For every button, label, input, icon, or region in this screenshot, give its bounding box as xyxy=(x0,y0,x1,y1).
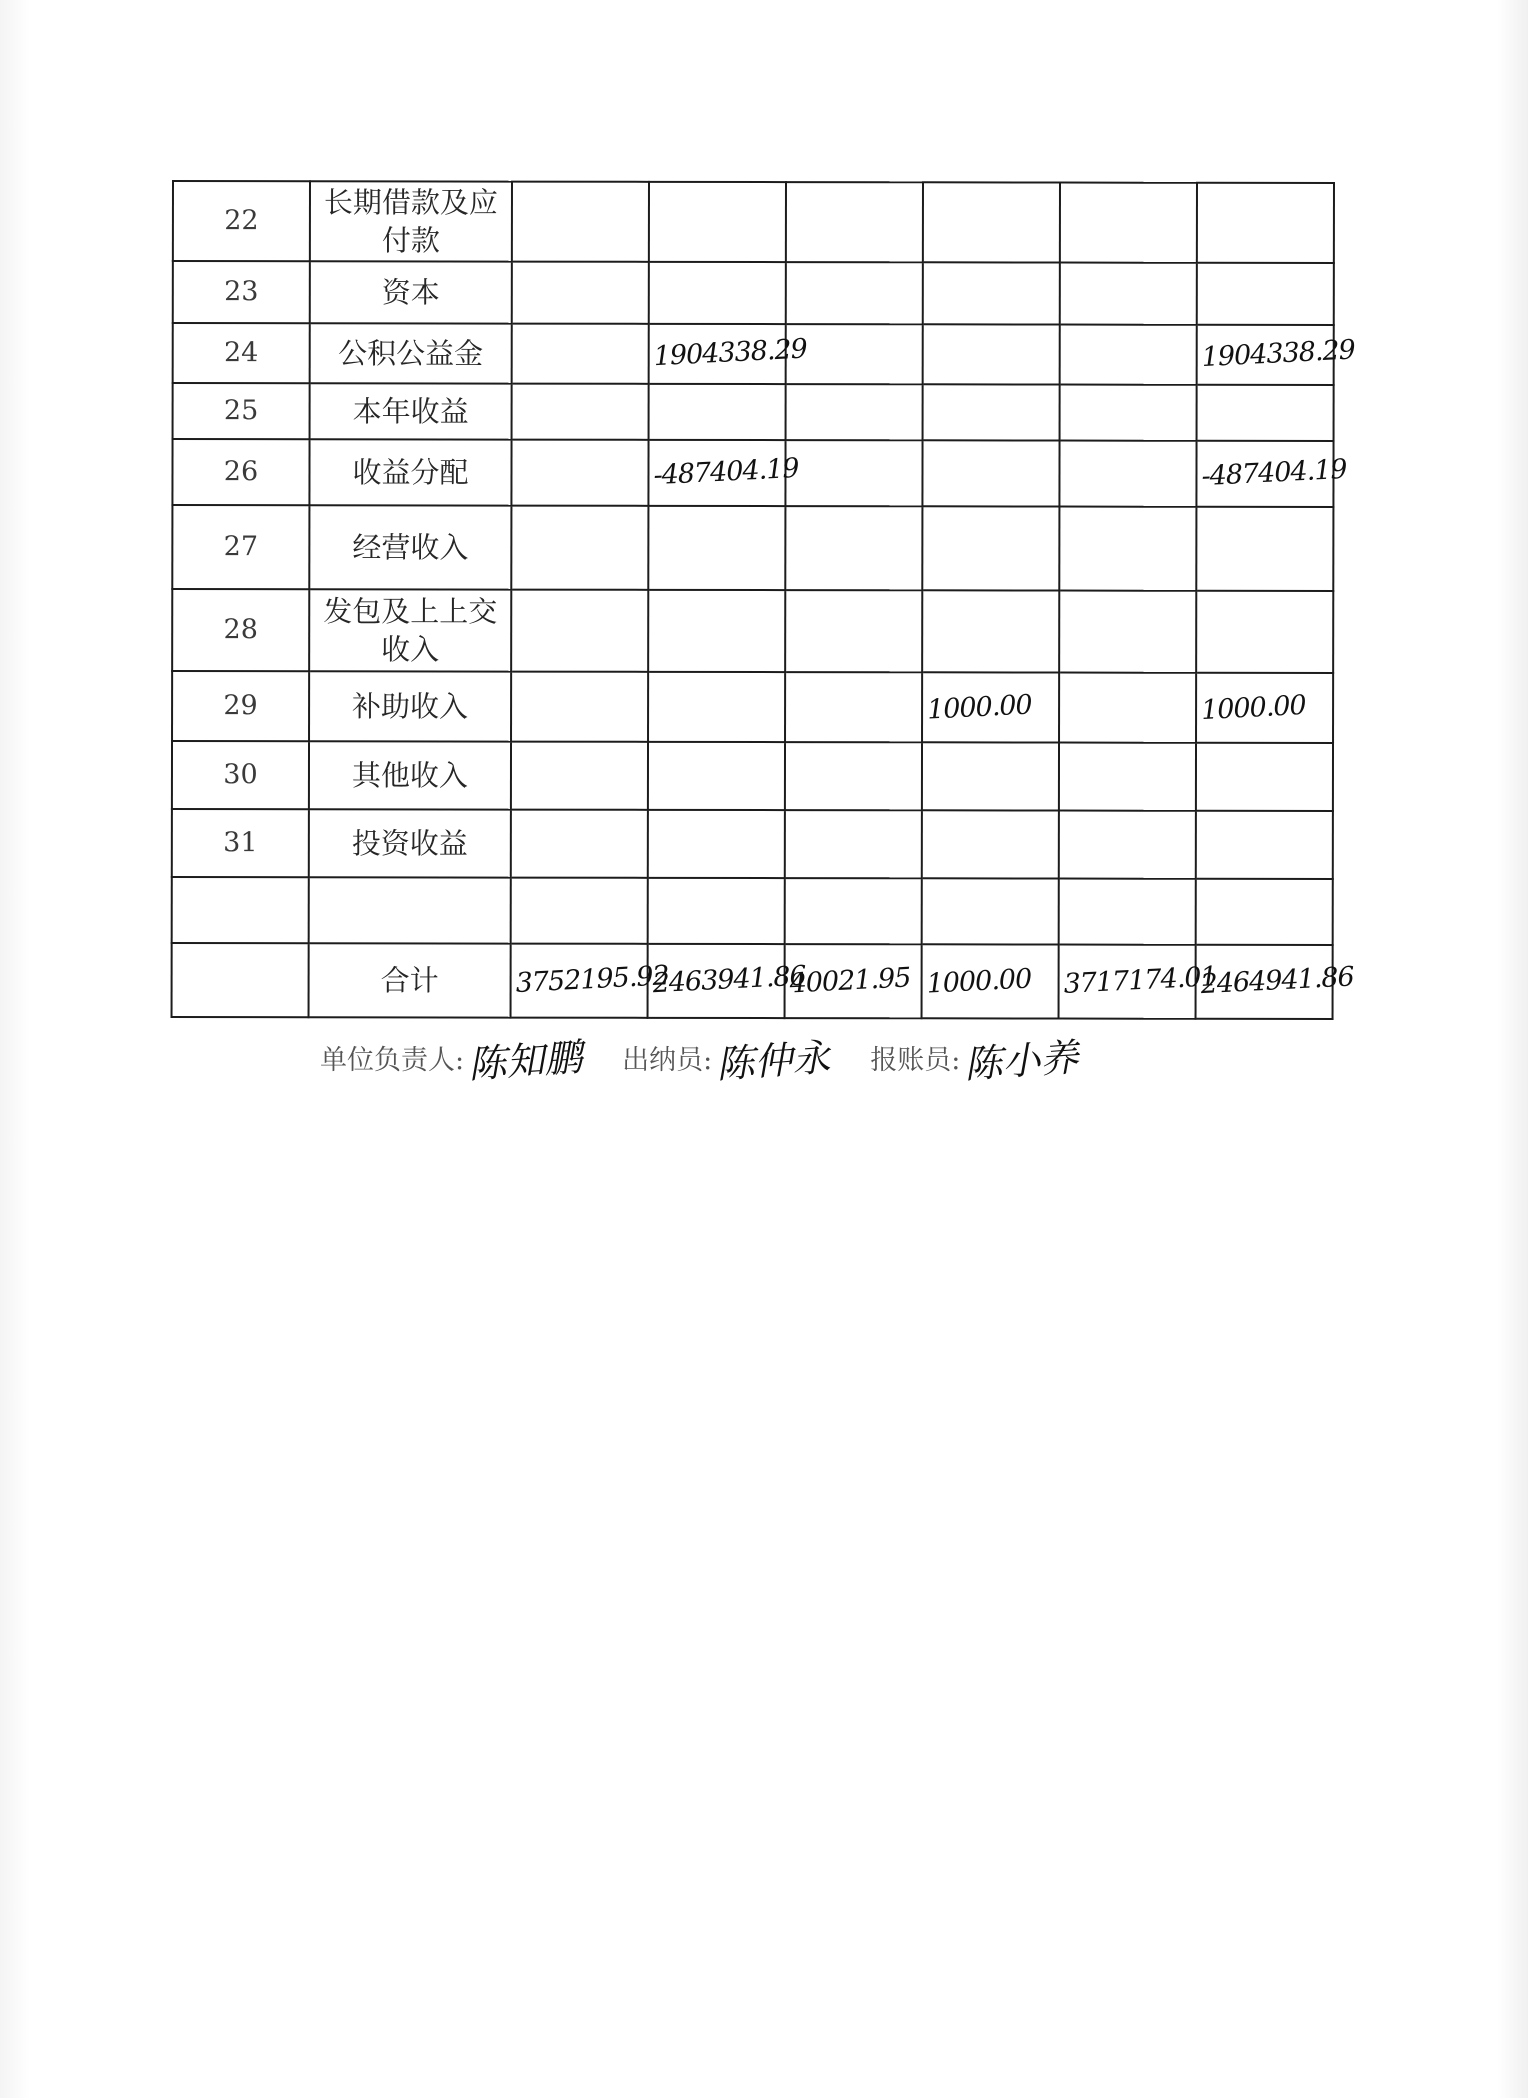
row-number: 24 xyxy=(173,323,310,383)
handwritten-amount xyxy=(790,908,919,915)
amount-cell xyxy=(1196,811,1333,879)
amount-cell xyxy=(1197,183,1334,263)
amount-cell xyxy=(1196,743,1333,811)
amount-cell xyxy=(649,324,808,384)
amount-cell xyxy=(922,878,1059,944)
amount-cell xyxy=(922,506,1059,590)
cashier-signature: 陈仲永 xyxy=(715,1035,832,1087)
handwritten-amount xyxy=(1202,291,1331,298)
amount-cell xyxy=(785,506,922,590)
handwritten-amount xyxy=(1201,629,1330,636)
handwritten-amount xyxy=(1201,774,1330,781)
handwritten-total: 3752195.92 xyxy=(514,960,670,999)
amount-cell xyxy=(649,182,786,262)
row-number: 29 xyxy=(172,671,309,741)
row-item-name: 经营收入 xyxy=(309,505,511,589)
handwritten-amount xyxy=(928,219,1057,226)
handwritten-amount xyxy=(1064,908,1193,915)
table-row xyxy=(172,505,1333,591)
ledger-table xyxy=(171,180,1356,1020)
amount-cell xyxy=(785,878,922,944)
amount-cell xyxy=(923,262,1060,324)
handwritten-amount xyxy=(653,773,782,780)
amount-cell xyxy=(1059,811,1196,879)
handwritten-amount xyxy=(1065,219,1194,226)
table-row xyxy=(172,809,1333,879)
row-number: 25 xyxy=(173,383,310,439)
amount-cell xyxy=(512,324,649,384)
amount-cell xyxy=(1059,879,1196,945)
amount-cell xyxy=(512,182,649,262)
handwritten-amount xyxy=(928,351,1057,358)
row-number: 23 xyxy=(173,261,310,323)
handwritten-total: 3717174.01 xyxy=(1062,961,1218,1000)
handwritten-amount xyxy=(653,908,782,915)
handwritten-amount xyxy=(1064,628,1193,635)
amount-cell xyxy=(923,384,1060,440)
amount-cell xyxy=(648,672,785,742)
handwritten-amount xyxy=(517,350,646,357)
amount-cell xyxy=(1059,743,1196,811)
handwritten-amount xyxy=(1064,545,1193,552)
handwritten-amount: 1904338.29 xyxy=(1200,334,1356,374)
handwritten-amount xyxy=(790,545,919,552)
amount-cell xyxy=(1196,441,1348,507)
handwritten-amount xyxy=(1202,220,1331,227)
amount-cell xyxy=(1059,507,1196,591)
handwritten-total: 2464941.86 xyxy=(1199,961,1355,1001)
handwritten-amount xyxy=(1065,351,1194,358)
amount-cell xyxy=(785,742,922,810)
handwritten-amount xyxy=(791,219,920,226)
amount-cell xyxy=(786,262,923,324)
amount-cell xyxy=(1059,591,1196,673)
amount-cell xyxy=(1197,325,1356,385)
amount-cell xyxy=(922,810,1059,878)
handwritten-amount xyxy=(790,841,919,848)
handwritten-amount: 1000.00 xyxy=(926,689,1033,726)
handwritten-amount: -487404.19 xyxy=(1200,453,1348,493)
row-item-name: 补助收入 xyxy=(309,671,511,741)
total-amount-cell xyxy=(785,944,922,1018)
handwritten-amount xyxy=(653,704,782,711)
row-item-name: 其他收入 xyxy=(309,741,511,809)
table-row xyxy=(172,439,1333,507)
amount-cell xyxy=(1059,441,1196,507)
row-item-name: 资本 xyxy=(310,261,512,323)
amount-cell xyxy=(649,262,786,324)
handwritten-amount: -487404.19 xyxy=(652,452,800,492)
amount-cell xyxy=(511,878,648,944)
table-row xyxy=(172,741,1333,811)
handwritten-amount xyxy=(928,409,1057,416)
unit-head-label: 单位负责人: xyxy=(320,1045,465,1076)
row-number xyxy=(172,877,309,943)
handwritten-amount xyxy=(928,290,1057,297)
handwritten-total: 2463941.86 xyxy=(651,960,807,1000)
amount-cell xyxy=(648,810,785,878)
handwritten-amount xyxy=(517,408,646,415)
cashier-label: 出纳员: xyxy=(622,1045,713,1076)
amount-cell xyxy=(512,262,649,324)
amount-cell xyxy=(785,440,922,506)
total-row-number xyxy=(172,943,309,1017)
handwritten-amount xyxy=(654,409,783,416)
amount-cell xyxy=(923,324,1060,384)
total-label: 合计 xyxy=(309,943,511,1017)
handwritten-amount xyxy=(927,773,1056,780)
row-number: 22 xyxy=(173,181,310,261)
table-row xyxy=(173,323,1334,385)
amount-cell xyxy=(648,878,785,944)
amount-cell xyxy=(1196,507,1333,591)
amount-cell xyxy=(785,672,922,742)
amount-cell xyxy=(511,440,648,506)
total-amount-cell xyxy=(511,944,670,1018)
amount-cell xyxy=(922,742,1059,810)
total-row xyxy=(172,943,1333,1019)
handwritten-amount xyxy=(1065,290,1194,297)
handwritten-amount xyxy=(927,908,1056,915)
handwritten-amount xyxy=(653,628,782,635)
amount-cell xyxy=(1197,385,1334,441)
reimburser-label: 报账员: xyxy=(870,1045,961,1076)
amount-cell xyxy=(511,810,648,878)
row-number: 28 xyxy=(172,589,309,671)
handwritten-amount xyxy=(791,290,920,297)
handwritten-amount xyxy=(928,470,1057,477)
handwritten-amount xyxy=(1064,704,1193,711)
row-number: 26 xyxy=(172,439,309,505)
handwritten-amount xyxy=(927,545,1056,552)
amount-cell xyxy=(648,590,785,672)
row-number: 30 xyxy=(172,741,309,809)
handwritten-amount xyxy=(927,841,1056,848)
amount-cell xyxy=(511,590,648,672)
handwritten-amount xyxy=(1201,909,1330,916)
handwritten-amount xyxy=(516,907,645,914)
amount-cell xyxy=(1059,673,1196,743)
handwritten-amount xyxy=(791,409,920,416)
handwritten-total: 1000.00 xyxy=(925,963,1032,1000)
handwritten-amount xyxy=(791,351,920,358)
handwritten-amount xyxy=(517,469,646,476)
table-row xyxy=(172,589,1333,673)
handwritten-amount xyxy=(516,772,645,779)
amount-cell xyxy=(786,182,923,262)
handwritten-amount xyxy=(517,289,646,296)
row-item-name: 投资收益 xyxy=(309,809,511,877)
amount-cell xyxy=(648,506,785,590)
amount-cell xyxy=(923,182,1060,262)
row-item-name: 收益分配 xyxy=(309,439,511,505)
amount-cell xyxy=(922,672,1059,742)
handwritten-amount xyxy=(1201,546,1330,553)
amount-cell xyxy=(649,384,786,440)
amount-cell xyxy=(1060,263,1197,325)
handwritten-amount xyxy=(654,290,783,297)
amount-cell xyxy=(1060,385,1197,441)
amount-cell xyxy=(922,590,1059,672)
amount-cell xyxy=(511,742,648,810)
amount-cell xyxy=(1196,879,1333,945)
handwritten-amount xyxy=(1065,470,1194,477)
row-item-name: 本年收益 xyxy=(310,383,512,439)
amount-cell xyxy=(785,810,922,878)
handwritten-amount xyxy=(653,545,782,552)
amount-cell xyxy=(648,742,785,810)
table-row xyxy=(172,877,1333,945)
handwritten-amount: 1000.00 xyxy=(1200,689,1307,727)
row-item-name: 发包及上上交收入 xyxy=(309,589,511,671)
handwritten-amount xyxy=(1201,842,1330,849)
amount-cell xyxy=(786,384,923,440)
total-amount-cell xyxy=(648,944,807,1018)
total-amount-cell xyxy=(1196,945,1355,1019)
handwritten-amount xyxy=(516,627,645,634)
handwritten-amount xyxy=(927,628,1056,635)
row-number: 27 xyxy=(172,505,309,589)
handwritten-amount xyxy=(790,704,919,711)
amount-cell xyxy=(1197,263,1334,325)
handwritten-amount: 1904338.29 xyxy=(652,333,808,373)
row-item-name: 长期借款及应付款 xyxy=(310,181,512,261)
handwritten-amount xyxy=(517,218,646,225)
handwritten-amount xyxy=(516,840,645,847)
row-item-name xyxy=(309,877,511,943)
amount-cell xyxy=(648,440,800,506)
handwritten-amount xyxy=(790,628,919,635)
handwritten-amount xyxy=(790,773,919,780)
amount-cell xyxy=(1060,325,1197,385)
amount-cell xyxy=(922,440,1059,506)
handwritten-amount xyxy=(1065,409,1194,416)
signature-row xyxy=(320,1030,1118,1085)
handwritten-amount xyxy=(1202,410,1331,417)
handwritten-total: 40021.95 xyxy=(788,962,912,1000)
table-row xyxy=(173,261,1334,325)
unit-head-signature: 陈知鹏 xyxy=(466,1035,584,1087)
total-amount-cell xyxy=(1059,945,1218,1019)
amount-cell xyxy=(511,672,648,742)
amount-cell xyxy=(785,590,922,672)
table-row xyxy=(172,671,1333,743)
amount-cell xyxy=(511,506,648,590)
amount-cell xyxy=(512,384,649,440)
handwritten-amount xyxy=(516,703,645,710)
reimburser-signature: 陈小养 xyxy=(963,1035,1081,1087)
handwritten-amount xyxy=(1064,773,1193,780)
amount-cell xyxy=(786,324,923,384)
table-row xyxy=(173,383,1334,441)
handwritten-amount xyxy=(1064,841,1193,848)
amount-cell xyxy=(1060,183,1197,263)
row-item-name: 公积公益金 xyxy=(310,323,512,383)
table-row xyxy=(173,181,1334,263)
handwritten-amount xyxy=(516,544,645,551)
total-amount-cell xyxy=(922,944,1059,1018)
amount-cell xyxy=(1196,673,1333,743)
handwritten-amount xyxy=(653,841,782,848)
amount-cell xyxy=(1196,591,1333,673)
row-number: 31 xyxy=(172,809,309,877)
handwritten-amount xyxy=(791,470,920,477)
handwritten-amount xyxy=(654,219,783,226)
